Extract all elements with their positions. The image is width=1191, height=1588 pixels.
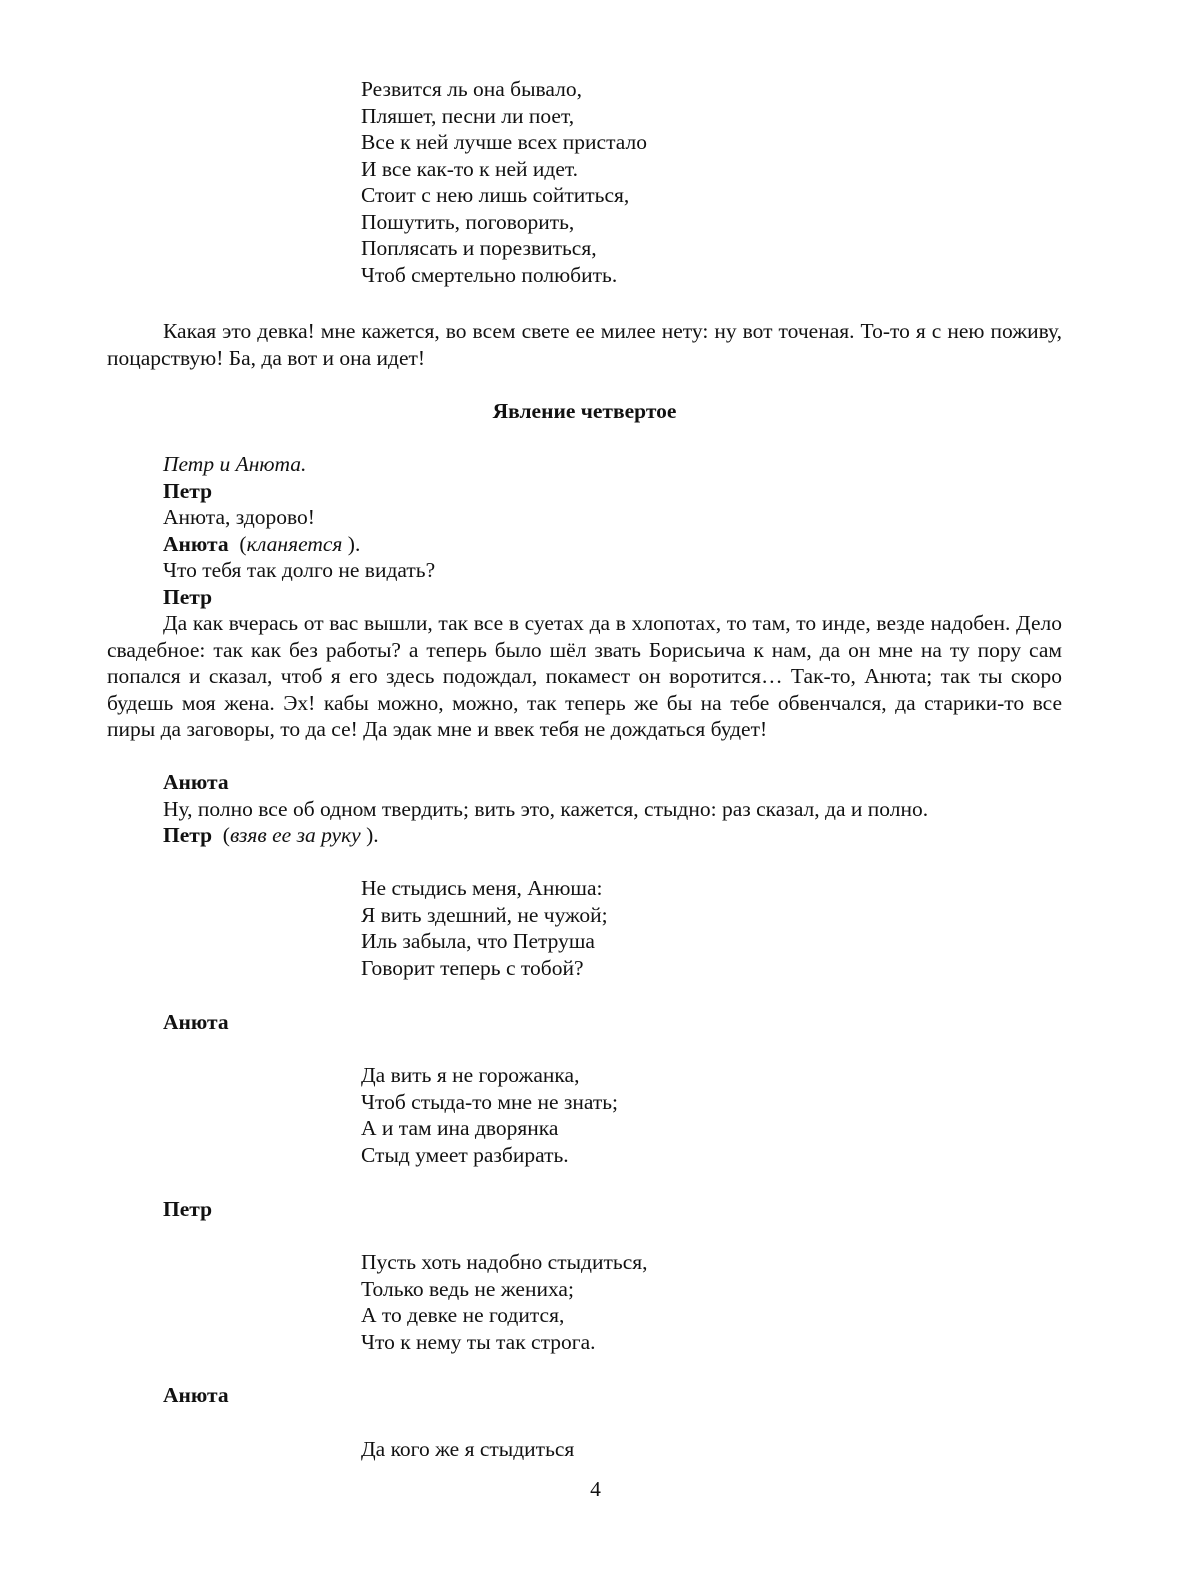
verse-line: Чтоб смертельно полюбить. [361,262,618,287]
speaker-with-direction [163,531,360,558]
stage-direction: кланяется [246,532,343,556]
speaker-with-direction [163,822,379,849]
verse-line: Что к нему ты так строга. [361,1329,596,1354]
verse-line: Стоит с нею лишь сойтиться, [361,183,630,207]
verse-line: Только ведь не жениха; [361,1276,574,1301]
dialogue-line: Ну, полно все об одном твердить; вить это, кажется, стыдно: раз сказал, да и полно. [163,797,929,821]
speaker-name: Петр [163,823,213,847]
verse-line: Чтоб стыда-то мне не знать; [361,1089,619,1114]
speaker-name: Петр [163,585,213,609]
page-number: 4 [590,1477,601,1501]
dialogue-line: Что тебя так долго не видать? [163,558,436,582]
verse-line: Пошутить, поговорить, [361,209,575,234]
prose-paragraph-1: Какая это девка! мне кажется, во всем свете ее милее нету: ну вот точеная. То-то я с нею поживу, поцарствую! Ба, да вот и она идет! [107,319,1062,370]
speaker-name: Петр [163,479,213,503]
dialogue-line: Анюта, здорово! [163,505,315,529]
speaker-name: Анюта [163,1010,229,1034]
dialogue-paragraph: Да как вчерась от вас вышли, так все в суетах да в хлопотах, то там, то инде, везде надобен. Дело свадебное: так как без работы? а теперь было шёл звать Борисьича к нам, да он мне на ту пору сам попался и сказал, чтоб я его здесь подождал, покамест он воротится… Так-то, Анюта; так ты скоро будешь моя жена. Эх! кабы можно, можно, так теперь же бы на тебе обвенчался, да старики-то все пиры да заговоры, то да се! Да эдак мне и ввек тебя не дождаться будет! [107,611,1062,741]
speaker-name: Анюта [163,1383,229,1407]
verse-line: А и там ина дворянка [361,1116,559,1140]
verse-line: Говорит теперь с тобой? [361,955,584,980]
verse-line: Я вить здешний, не чужой; [361,902,608,927]
stage-direction: взяв ее за руку [229,823,361,847]
verse-line: А то девке не годится, [361,1303,565,1327]
verse-line: И все как-то к ней идет. [361,156,579,181]
verse-block-5 [361,1436,574,1463]
verse-line: Все к ней лучше всех пристало [361,130,647,154]
scene-heading: Явление четвертое [492,399,677,423]
verse-block-3 [361,1062,618,1168]
paren: ). [366,823,379,847]
verse-line: Пляшет, песни ли поет, [361,103,575,128]
stage-direction: Петр и Анюта. [163,452,307,476]
verse-block-1 [361,76,647,288]
verse-line: Не стыдись меня, Анюша: [361,876,603,900]
paren: ). [347,532,361,556]
verse-line: Стыд умеет разбирать. [361,1142,569,1167]
verse-line: Пусть хоть надобно стыдиться, [361,1250,648,1274]
verse-line: Иль забыла, что Петруша [361,929,595,953]
verse-line: Поплясать и порезвиться, [361,236,597,260]
paren: ( [222,823,230,847]
verse-block-4 [361,1249,648,1355]
verse-line: Резвится ль она бывало, [361,77,583,101]
speaker-name: Петр [163,1197,213,1221]
speaker-name: Анюта [163,532,229,556]
verse-block-2 [361,875,608,981]
verse-line: Да вить я не горожанка, [361,1063,580,1087]
paren: ( [239,532,247,556]
speaker-name: Анюта [163,770,229,794]
verse-line: Да кого же я стыдиться [361,1437,575,1461]
